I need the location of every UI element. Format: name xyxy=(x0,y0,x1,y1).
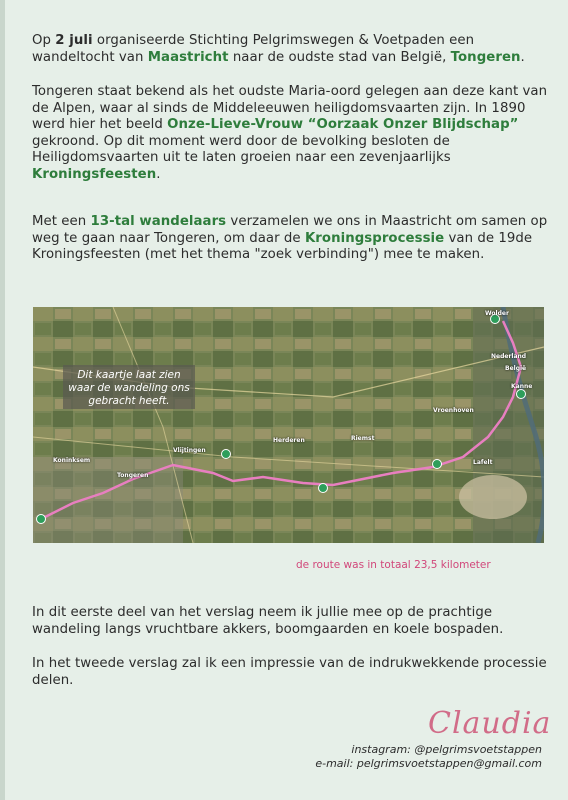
walkers-highlight: 13-tal wandelaars xyxy=(90,214,227,229)
map-place-label: Nederland xyxy=(491,353,527,360)
signature: Claudia xyxy=(428,706,552,741)
waypoint-marker xyxy=(433,460,442,469)
instagram-handle: instagram: @pelgrimsvoetstappen xyxy=(351,743,542,756)
date-highlight: 2 juli xyxy=(55,33,93,48)
map-place-label: België xyxy=(505,365,527,372)
map-place-label: Herderen xyxy=(273,437,305,444)
maastricht-highlight: Maastricht xyxy=(147,49,229,65)
map-place-label: Riemst xyxy=(351,435,375,442)
route-map xyxy=(33,307,544,543)
waypoint-marker xyxy=(222,450,231,459)
email-address: e-mail: pelgrimsvoetstappen@gmail.com xyxy=(315,757,542,770)
closing-paragraph-2: In het tweede verslag zal ik een impressie van de indrukwekkende processie delen. xyxy=(32,656,547,688)
map-note: Dit kaartje laat zien waar de wandeling ons gebracht heeft. xyxy=(63,365,195,409)
map-place-label: Tongeren xyxy=(117,472,149,479)
intro-paragraph: Op 2 juli organiseerde Stichting Pelgrimswegen & Voetpaden een wandeltocht van Maastricht naar de oudste stad van België, Tongeren. xyxy=(32,33,525,65)
map-place-label: Wolder xyxy=(485,310,509,317)
start-marker xyxy=(37,515,46,524)
tongeren-highlight: Tongeren xyxy=(450,49,521,65)
map-place-label: Kanne xyxy=(511,383,533,390)
map-graphic xyxy=(33,307,544,543)
map-place-label: Vroenhoven xyxy=(433,407,474,414)
feast-highlight: Kroningsfeesten xyxy=(32,166,157,182)
map-place-label: Vlijtingen xyxy=(173,447,206,454)
history-paragraph: Tongeren staat bekend als het oudste Maria-oord gelegen aan deze kant van de Alpen, waar al sinds de Middeleeuwen heiligdomsvaarten zijn. In 1890 werd hier het beeld Onze-Lieve-Vrouw “Oorzaak Onzer Blijdschap” gekroond. Op dit moment werd door de bevolking besloten de Heiligdomsvaarten uit te laten groeien naar een zevenjaarlijks Kroningsfeesten. xyxy=(32,84,548,182)
procession-highlight: Kroningsprocessie xyxy=(304,230,445,246)
waypoint-marker xyxy=(517,390,526,399)
map-place-label: Lafelt xyxy=(473,459,493,466)
walkers-paragraph: Met een 13-tal wandelaars verzamelen we ons in Maastricht om samen op weg te gaan naar Tongeren, om daar de Kroningsprocessie van de 19de Kroningsfeesten (met het thema "zoek verbinding") mee te maken. xyxy=(32,214,548,262)
statue-highlight: Onze-Lieve-Vrouw “Oorzaak Onzer Blijdschap” xyxy=(167,117,519,132)
map-place-label: Koninksem xyxy=(53,457,91,464)
closing-paragraph-1: In dit eerste deel van het verslag neem ik jullie mee op de prachtige wandeling langs vruchtbare akkers, boomgaarden en koele bospaden. xyxy=(32,605,504,637)
route-caption: de route was in totaal 23,5 kilometer xyxy=(296,559,491,571)
left-margin-rule xyxy=(0,0,5,800)
waypoint-marker xyxy=(319,484,328,493)
